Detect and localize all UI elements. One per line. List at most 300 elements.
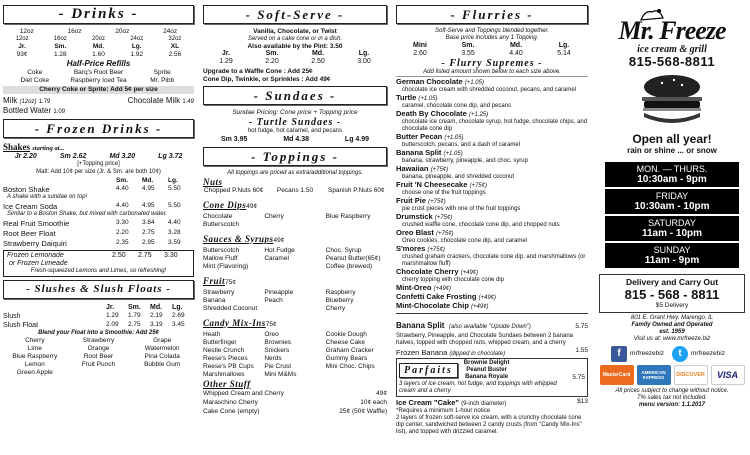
flurry-item-name: Mint-Oreo [396,283,432,292]
fruit-item: Cherry [325,304,346,312]
softserve-size: Lg. [358,50,370,57]
nuts-grid [203,187,387,195]
frozen-size-label: Lg. [168,177,178,184]
parfaits-block [396,358,588,397]
frozen-item-price: 4.40 [168,219,181,226]
water-row [3,106,194,116]
frozen-item-price: 3.59 [168,239,181,246]
mixin-item: Snickers [264,346,290,354]
soda-list [3,69,194,85]
oz-label: 20oz [91,36,105,42]
drink-price: 93¢ [16,51,28,58]
slush-size-label: Lg. [172,304,183,311]
half-price-title: Half-Price Refills [66,59,131,68]
parfait-price: 5.75 [572,373,585,381]
flurry-item-name: Mint-Chocolate Chip [396,301,469,310]
flurry-item-add: (+1.05) [464,80,484,86]
slush-row-price: 3.45 [172,321,185,328]
flurry-item-desc: crushed waffle cone, chocolate cone dip, and chopped nuts [402,222,560,228]
frozen-item-price: 4.40 [116,185,129,192]
choc-milk-label: Chocolate Milk [127,95,181,105]
shake-price: Lg 3.72 [158,153,183,160]
cake-size: (9-inch diameter) [461,401,507,407]
mixins-grid [203,331,387,379]
softserve-size: Jr. [221,50,231,57]
slush-row-price: 1.29 [106,312,119,319]
frozen-size-label: Md. [142,177,154,184]
sauce-item: Caramel [264,254,289,262]
flurry-item-add: (+75¢) [436,231,454,237]
milk-label: Milk [3,95,18,105]
flurry-item-add: (+1.05) [443,151,463,157]
brand-name: Mr. Freeze [618,16,726,45]
oz-label: 12oz [19,28,34,35]
hours-block [605,216,739,241]
shakes-label: Shakes [3,141,31,152]
turtle-prices [203,135,387,144]
flurry-size: Mini [413,42,427,49]
other-item [203,407,387,416]
hours-time: 11am - 10pm [641,228,703,239]
cake-title: Ice Cream "Cake" [396,398,459,407]
blend-note: Blend your Float into a Smoothie: Add 25¢ [38,330,159,336]
lemonade-price: 3.30 [164,252,178,259]
nuts-title: Nuts [203,176,223,187]
frozen-item-price: 3.30 [116,219,129,226]
sauce-item: Coffee (brewed) [325,262,373,270]
parfait-desc: 3 layers of ice cream, hot fudge, and toppings with whipped cream and a cherry [399,381,557,394]
flurry-item-title [396,149,588,158]
flurry-item-name: Fruit Pie [396,196,427,205]
flurry-item-desc: cherry topping with chocolate cone dip [402,277,505,283]
flurry-item-title [396,229,588,238]
slush-row-price: 2.09 [106,321,119,328]
flurry-size: Md. [509,42,523,49]
mixin-item: Pie Crust [264,362,292,370]
banana-split-note: (also available "Upside Down") [448,324,531,330]
frozen-item-name: Boston Shake [3,185,50,194]
flurry-item-add: (+49¢) [460,270,479,276]
price-note: All prices subject to change without notice. [615,387,729,394]
slush-row-price: 2.19 [150,312,163,319]
frozen-item-price: 2.75 [142,229,155,236]
cone-dip-item [264,221,325,229]
frozen-header: - Frozen Drinks - [3,119,194,138]
other-item [203,398,387,407]
flurry-item-name: German Chocolate [396,77,463,86]
size-label: Sm. [54,43,67,50]
flurry-item [396,165,588,181]
shakes-title [3,142,194,153]
dips-grid [203,213,387,229]
flurry-list [396,78,588,311]
slush-row-price: 1.79 [128,312,141,319]
slush-flavor: Watermelon [144,345,180,352]
address: 801 E. Grant Hwy, Marengo, IL [630,314,714,321]
open-all-year: Open all year! [632,132,712,146]
softserve-sizes [203,50,387,66]
weather-note: rain or shine ... or snow [627,146,717,155]
slush-row-price: 2.75 [128,321,141,328]
sundaes-header: - Sundaes - [203,86,387,105]
twitter-handle: mrfreezebiz [691,350,725,357]
nut-item: Spanish P.Nuts 60¢ [328,186,385,194]
lemonade-label [7,252,112,268]
softserve-flavors: Vanilla, Chocolate, or Twist [253,28,337,35]
softserve-price: 2.50 [311,58,325,65]
frozen-item-name: Strawberry Daiquiri [3,239,67,248]
drink-price: 1.28 [53,51,67,58]
flurry-item [396,213,588,229]
cone-dip-item: Chocolate [203,212,233,220]
flurry-item-name: Hawaiian [396,164,429,173]
drink-size-grid [3,36,194,59]
soda-item: Barq's Root Beer [73,69,124,76]
shakes-starting: starting at... [32,144,65,152]
mixin-item: Brownies [264,338,292,346]
topping-note: [+Topping price] [77,161,120,167]
drink-oz-row [3,28,194,36]
size-label: Jr. [18,43,26,50]
fruit-item: Blueberry [325,296,354,304]
flurry-item-add: (+75¢) [427,247,445,253]
mixin-item: Oreo [264,330,279,338]
sauce-item: Mint (Flavoring) [203,262,249,270]
drink-price: 1.60 [92,51,105,58]
slush-header: - Slushes & Slush Floats - [3,280,194,299]
frozen-item [3,239,194,248]
twitter-link[interactable] [672,346,725,362]
flurries-column [393,0,591,455]
flurry-item-add: (+75¢) [428,199,446,205]
oz-label: 12oz [15,36,29,42]
flurry-item [396,302,588,311]
flurry-item-title [396,197,588,206]
flurry-item-title [396,94,588,103]
frozen-banana-note: (dipped in chocolate) [449,351,506,357]
frozen-item-price: 4.95 [142,185,155,192]
dips-price: 49¢ [246,202,258,210]
hours-block [605,189,739,214]
flurry-price: 2.60 [413,50,427,57]
amex-icon: AMERICAN EXPRESS [637,365,671,385]
frozen-item [3,202,194,218]
milk-size: (12oz) [19,98,37,105]
slush-flavor [67,369,131,377]
slush-flavor: Orange [87,345,110,352]
frozen-item-price: 2.35 [116,239,129,246]
drinks-header: - Drinks - [3,5,194,24]
fruit-item: Banana [203,296,226,304]
brand-column [594,0,750,455]
slush-flavor: Lime [27,345,42,352]
flurry-item-title [396,78,588,87]
hours-time: 11am - 9pm [644,255,700,266]
parfaits-title: Parfaits [399,363,458,378]
oz-label: 16oz [67,28,82,35]
fruit-title-row [203,271,387,289]
slush-flavor [130,369,194,377]
lemonade-price: 2.75 [138,252,152,259]
flurry-item [396,197,588,213]
cone-dip-item: Cherry [264,212,284,220]
lemonade-box [3,250,194,277]
flurry-item [396,133,588,149]
shake-prices [3,152,194,161]
delivery-title: Delivery and Carry Out [625,277,719,287]
flurry-item [396,78,588,94]
dips-title-row [203,195,387,213]
mixins-title: Candy Mix-Ins [203,317,266,328]
slush-flavor: Strawberry [82,337,115,344]
softserve-size: Md. [311,50,325,57]
frozen-item-name: Real Fruit Smoothie [3,219,70,228]
drinks-column [0,0,197,455]
other-item-price: 10¢ each [360,398,387,406]
other-item-price: 49¢ [376,389,387,397]
softserve-price: 2.20 [265,58,279,65]
hours-list [597,162,747,268]
mixin-item: Nerds [264,354,282,362]
hours-block [605,243,739,268]
flurry-item-name: Butter Pecan [396,132,443,141]
banana-split-block [396,313,588,347]
nut-item: Chopped P.Nuts 60¢ [203,186,264,194]
nut-item: Pecans 1.50 [276,186,314,194]
flurry-item-desc: chocolate ice cream, chocolate syrup, hot fudge, chocolate chips, and chocolate cone dip [402,119,588,132]
flurry-item-add: (+75¢) [469,183,488,189]
flurry-sizes [396,42,588,58]
slush-flavor: Root Beer [83,353,114,360]
slush-size-label: Md. [150,304,163,311]
flurry-item-name: S'mores [396,244,426,253]
other-item-price: 25¢ (50¢ Waffle) [339,407,387,415]
flurry-item-add: (+49¢) [471,304,489,310]
fruit-grid [203,289,387,313]
delivery-fee: $5 Delivery [655,302,689,309]
sauce-item: Peanut Butter(65¢) [325,254,381,262]
flurry-item-title [396,110,588,119]
fruit-item: Strawberry [203,288,235,296]
malt-note: Malt: Add 10¢ per size (Jr. & Sm. are both 10¢) [36,169,161,175]
flurries-note2: Base price includes any 1 Topping. [445,35,539,41]
turtle-title: - Turtle Sundaes - [248,116,342,128]
social-row [597,346,747,362]
delivery-phone: 815 - 568 - 8811 [624,287,720,302]
mixin-item: Reese's Pieces [203,354,248,362]
slush-flavor: Green Apple [16,369,53,376]
mixin-item: Heath [203,330,221,338]
hours-days: MON. — THURS. [636,164,708,174]
twitter-icon: t [672,346,688,362]
soda-item: Sprite [153,69,171,76]
flurry-item-desc: pie crust pieces with one of the fruit toppings [402,206,521,212]
sauce-item: Mallow Fluff [203,254,238,262]
facebook-handle: mrfreezebiz [630,350,664,357]
softserve-price: 3.00 [357,58,371,65]
softserve-price: 1.29 [219,58,233,65]
mixin-item: Cookie Dough [325,330,367,338]
slush-flavor: Bubble Gum [144,361,181,368]
lemonade-price: 2.50 [112,252,126,259]
shake-price: Jr 2.20 [14,153,37,160]
supremes-note: Add listed amount shown below to each size above. [396,69,588,77]
flurry-item [396,229,588,245]
slush-flavor: Pina Colada [144,353,180,360]
soda-item: Diet Coke [20,77,50,84]
flurry-item-name: Oreo Blast [396,228,434,237]
hours-time: 10:30am - 9pm [637,174,707,185]
banana-split-price: 5.75 [575,323,588,330]
drink-price: 2.56 [168,51,182,58]
frozen-item-price: 2.95 [142,239,155,246]
mixin-item [326,371,387,379]
drink-price: 1.92 [130,51,144,58]
water-price: 1.09 [53,108,66,115]
slush-size-label: Sm. [128,304,141,311]
mixin-item: Butterfinger [203,338,237,346]
hours-days: SATURDAY [648,218,696,228]
dip-note: Cone Dip, Twinkle, or Sprinkles : Add 49¢ [203,75,331,83]
lemonade-name: Frozen Lemonade [7,252,64,259]
brand-tagline: ice cream & grill [637,44,707,55]
discover-icon: DISCOVER [674,365,708,385]
hours-days: FRIDAY [655,191,689,201]
frozen-item-price: 2.20 [116,229,129,236]
mixins-price: 75¢ [265,320,277,328]
slush-flavor: Cherry [25,337,45,344]
other-item [203,389,387,398]
softserve-served: Served on a cake cone or in a dish. [247,35,343,42]
size-label: XL [170,43,180,50]
flurry-item [396,181,588,197]
flurry-size: Sm. [461,42,475,49]
frozen-banana-price: 1.55 [575,347,588,354]
flurry-item-add: (+75¢) [430,167,449,173]
shake-price: Md 3.20 [109,153,136,160]
frozen-item-price: 3.84 [142,219,155,226]
logo [597,8,747,69]
supremes-title: - Flurry Supremes - [441,58,543,69]
flurries-header: - Flurries - [396,5,588,24]
parfait-type: Banana Royale [465,374,509,380]
flurry-item-add: (+75¢) [434,215,453,221]
sauces-title-row [203,229,387,247]
flurry-item-desc: Oreo cookies, chocolate cone dip, and caramel [402,238,528,244]
flurries-note1: Soft-Serve and Toppings blended together. [435,28,549,34]
mixin-item: Marshmallows [203,370,245,378]
frozen-banana-row [396,347,588,358]
frozen-item-price: 4.95 [142,202,155,209]
sauce-item: Choc. Syrup [325,246,362,254]
flurry-item-desc: banana, strawberry, pineapple, and choc. syrup [402,158,528,164]
sauces-title: Sauces & Syrups [203,233,274,244]
size-label: Md. [92,43,105,50]
mixins-title-row [203,313,387,331]
flurry-price: 5.14 [557,50,571,57]
sundae-pricing: Sundae Pricing: Cone price + Topping price [232,109,358,116]
flurry-item-title [396,302,588,311]
mixin-item: Graham Cracker [325,346,374,354]
delivery-box [599,274,745,313]
established: est. 1959 [659,328,685,335]
sauces-price: 49¢ [273,236,285,244]
shake-price: Sm 2.62 [59,153,87,160]
mastercard-icon: MasterCard [600,365,634,385]
frozen-banana-title: Frozen Banana [396,348,448,357]
lemonade-note: Fresh-squeezed Lemons and Limes, so refreshing! [30,268,167,274]
cake-price: $13 [577,398,588,405]
oz-label: 24oz [130,36,144,42]
other-title: Other Stuff [203,378,251,389]
mixin-item: Mini Choc. Chips [325,362,375,370]
flurry-item [396,94,588,110]
cherry-note: Cherry Coke or Sprite: Add 5¢ per size [3,86,194,94]
toppings-header: - Toppings - [203,147,387,166]
flurry-size: Lg. [558,42,570,49]
oz-label: 32oz [168,36,182,42]
cone-dip-item [326,221,387,229]
turtle-price: Sm 3.95 [220,135,248,143]
oz-label: 20oz [115,28,130,35]
flurry-item [396,245,588,268]
frozen-item [3,219,194,228]
mixin-item: Gummy Bears [325,354,368,362]
fruit-title: Fruit [203,275,226,286]
slush-row-name: Slush [3,313,21,320]
cone-dip-item: Butterscotch [203,220,240,228]
turtle-price: Md 4.38 [283,135,310,143]
cone-dip-item: Blue Raspberry [325,212,371,220]
choc-milk-price: 1.49 [182,98,194,105]
frozen-item-price: 4.40 [116,202,129,209]
flurry-item-name: Turtle [396,93,417,102]
website[interactable]: Visit us at: www.mrfreeze.biz [633,335,711,342]
slush-grid [3,303,194,330]
flurry-price: 4.40 [509,50,523,57]
facebook-link[interactable] [611,346,664,362]
slush-row-price: 3.19 [150,321,163,328]
flurry-item-desc: choose one of the fruit toppings [402,190,486,196]
flurry-item-title [396,165,588,174]
soda-item: Raspberry Iced Tea [70,77,127,84]
flurry-item-name: Confetti Cake Frosting [396,292,477,301]
parfait-type: Brownie Delight [463,360,510,366]
slush-row-name: Slush Float [3,322,39,329]
frozen-item [3,229,194,238]
mixin-item: Nestle Crunch [203,346,245,354]
turtle-price: Lg 4.99 [344,135,370,143]
other-list [203,389,387,416]
banana-split-title: Banana Split [396,321,445,330]
flurry-item-desc: butterscotch, pecans, and a dash of caramel [402,142,521,148]
flurry-item-name: Drumstick [396,212,433,221]
dips-title: Cone Dips [203,199,247,210]
flurry-item [396,110,588,133]
water-label: Bottled Water [3,105,52,115]
slush-flavor: Lemon [24,361,45,368]
menu-version: menu version: 1.1.2017 [638,401,706,408]
other-item-name: Maraschino Cherry [203,398,258,406]
slush-flavor: Fruit Punch [81,361,116,368]
flurry-item-name: Chocolate Cherry [396,267,459,276]
facebook-icon: f [611,346,627,362]
fruit-item: Pineapple [264,288,294,296]
softserve-size: Sm. [265,50,279,57]
family-owned: Family Owned and Operated [631,321,713,328]
cake-note: *Requires a minimum 1-hour notice [396,408,491,414]
oz-label: 16oz [53,36,67,42]
